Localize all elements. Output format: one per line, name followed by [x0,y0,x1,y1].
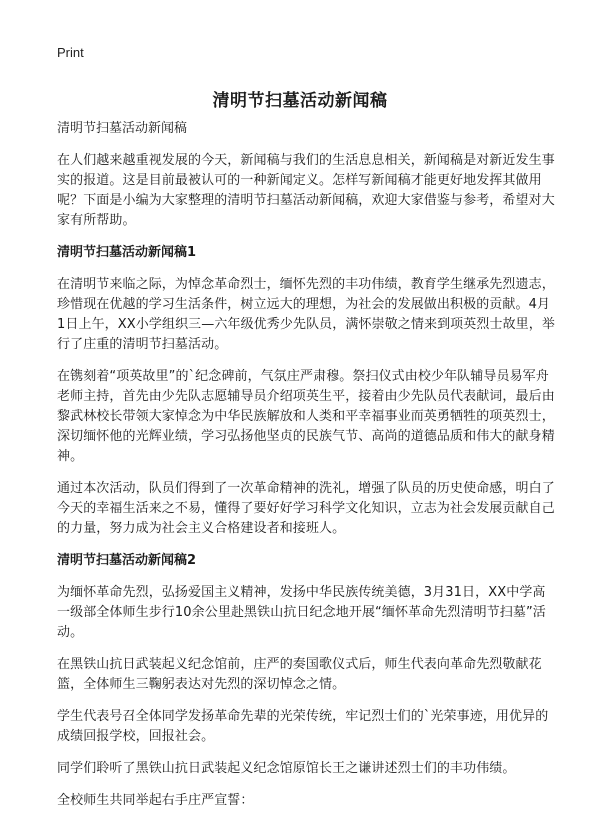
section-2-paragraph-5: 全校师生共同举起右手庄严宣誓： [57,793,254,808]
section-2-paragraph-1: 为缅怀革命先烈，弘扬爱国主义精神，发扬中华民族传统美德，3月31日，XX中学高一级部全体师生步行10余公里赴黑铁山抗日纪念地开展“缅怀革命先烈清明节扫墓”活动。 [57,585,546,640]
section-2-paragraph-2: 在黑铁山抗日武装起义纪念馆前，庄严的奏国歌仪式后，师生代表向革命先烈敬献花篮，全体师生三鞠躬表达对先烈的深切悼念之情。 [57,657,542,692]
section-2-heading: 清明节扫墓活动新闻稿2 [57,553,197,568]
print-link[interactable]: Print [57,45,84,60]
section-2-paragraph-3: 学生代表号召全体同学发扬革命先辈的光荣传统，牢记烈士们的`光荣事迹，用优异的成绩回报学校，回报社会。 [57,709,549,744]
page-title: 清明节扫墓活动新闻稿 [212,91,388,111]
section-1-paragraph-2: 在镌刻着“项英故里”的`纪念碑前，气氛庄严肃穆。祭扫仪式由校少年队辅导员易军舟老师主持，首先由少先队志愿辅导员介绍项英生平，接着由少先队员代表献词，最后由黎武林校长带领大家悼念为中华民族解放和人类和平幸福事业而英勇牺牲的项英烈士，深切缅怀他的光辉业绩，学习弘扬他坚贞的民族气节、高尚的道德品质和伟大的献身精神。 [57,369,555,464]
section-1-paragraph-3: 通过本次活动，队员们得到了一次革命精神的洗礼，增强了队员的历史使命感，明白了今天的幸福生活来之不易，懂得了要好好学习科学文化知识，立志为社会发展贡献自己的力量，努力成为社会主义合格建设者和接班人。 [57,481,555,536]
article-subtitle: 清明节扫墓活动新闻稿 [57,121,188,136]
article-body [57,119,558,823]
section-2-paragraph-4: 同学们聆听了黑铁山抗日武装起义纪念馆原馆长王之谦讲述烈士们的丰功伟绩。 [57,761,516,776]
section-1-heading: 清明节扫墓活动新闻稿1 [57,245,197,260]
intro-paragraph: 在人们越来越重视发展的今天，新闻稿与我们的生活息息相关，新闻稿是对新近发生事实的报道。这是目前最被认可的一种新闻定义。怎样写新闻稿才能更好地发挥其做用呢？下面是小编为大家整理的清明节扫墓活动新闻稿，欢迎大家借鉴与参考，希望对大家有所帮助。 [57,153,555,228]
section-1-paragraph-1: 在清明节来临之际，为悼念革命烈士，缅怀先烈的丰功伟绩，教育学生继承先烈遗志，珍惜现在优越的学习生活条件，树立远大的理想，为社会的发展做出积极的贡献。4月1日上午，XX小学组织三—六年级优秀少先队员，满怀崇敬之情来到项英烈士故里，举行了庄重的清明节扫墓活动。 [57,277,555,352]
